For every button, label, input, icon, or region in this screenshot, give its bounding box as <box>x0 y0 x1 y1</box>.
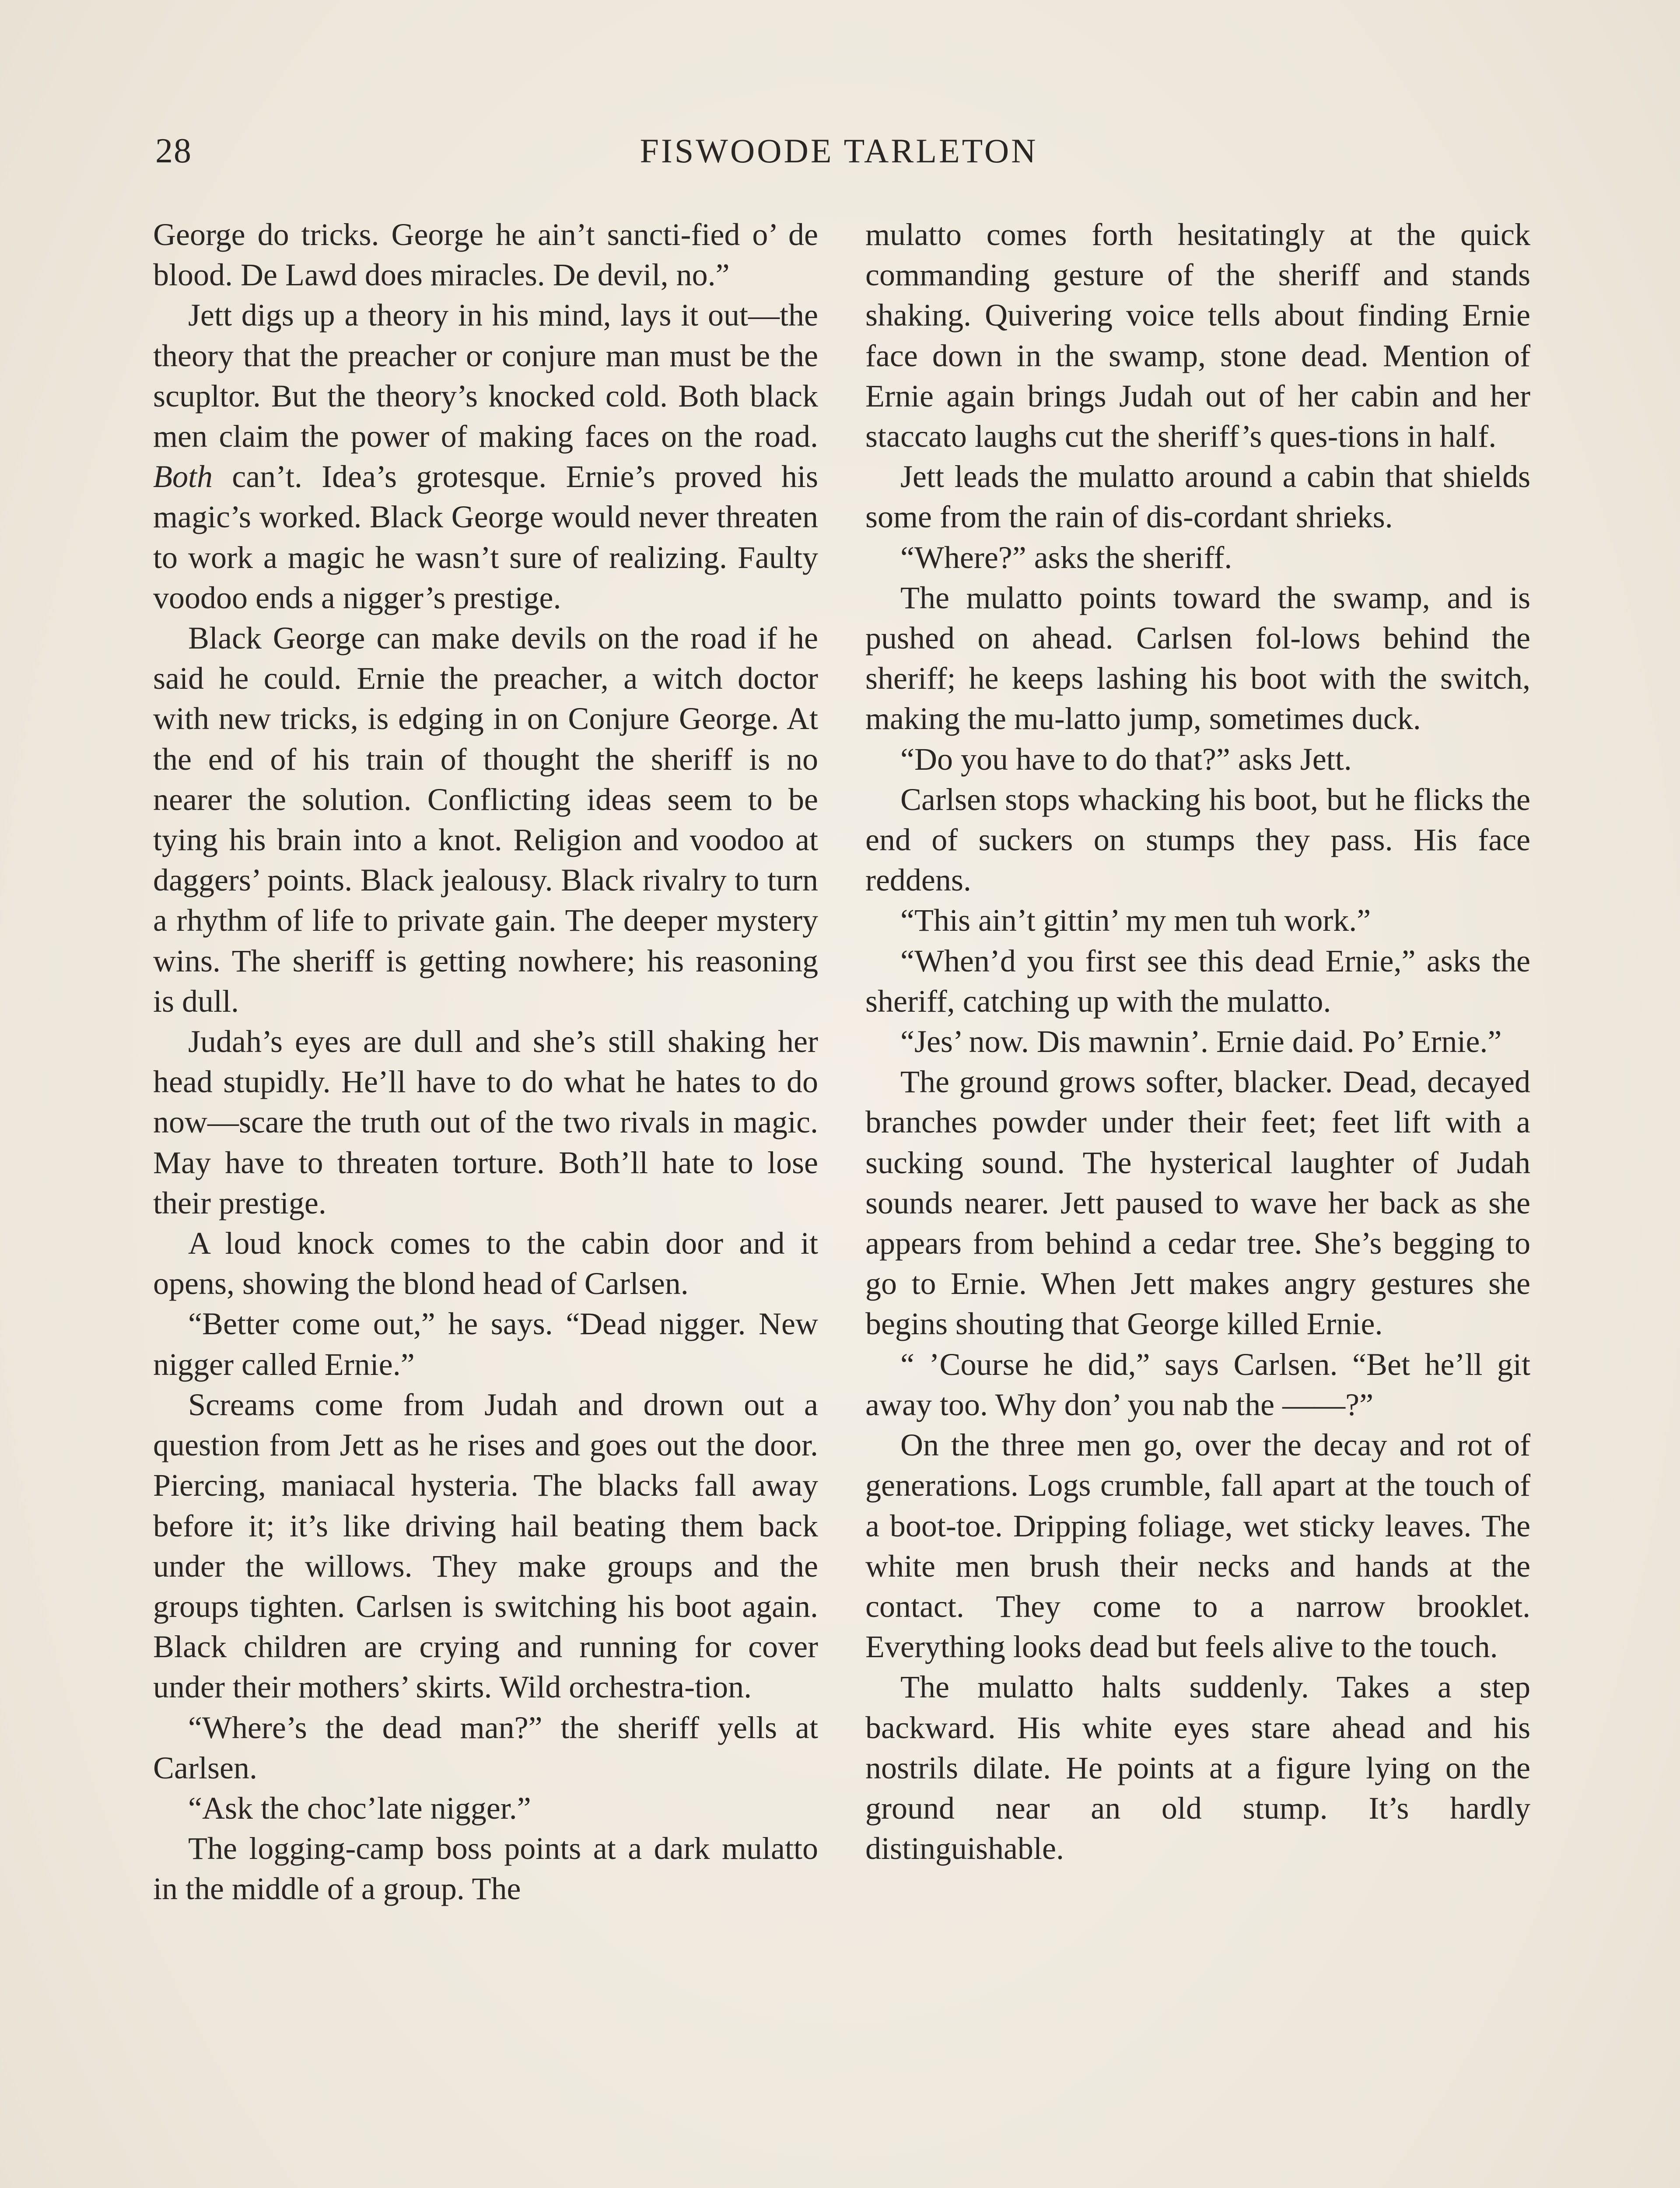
paragraph: “Jes’ now. Dis mawnin’. Ernie daid. Po’ Ernie.” <box>900 1024 1502 1059</box>
running-title: FISWOODE TARLETON <box>640 132 1038 170</box>
paragraph: “Better come out,” he says. “Dead nigger. New nigger called Ernie.” <box>153 1306 818 1382</box>
left-column <box>153 214 818 1909</box>
paragraph: The logging-camp boss points at a dark mulatto in the middle of a group. The <box>153 1831 818 1907</box>
paragraph: George do tricks. George he ain’t sancti-fied o’ de blood. De Lawd does miracles. De devil, no.” <box>153 217 818 293</box>
paragraph: Carlsen stops whacking his boot, but he flicks the end of suckers on stumps they pass. His face reddens. <box>865 782 1530 898</box>
paragraph: The ground grows softer, blacker. Dead, decayed branches powder under their feet; feet lift with a sucking sound. The hysterical laughter of Judah sounds nearer. Jett paused to wave her back as she appears from behind a cedar tree. She’s begging to go to Ernie. When Jett makes angry gestures she begins shouting that George killed Ernie. <box>865 1064 1530 1342</box>
emphasis: Both <box>153 459 213 494</box>
paragraph: “Where?” asks the sheriff. <box>900 540 1232 575</box>
paragraph: “Ask the choc’late nigger.” <box>188 1790 531 1826</box>
paragraph: The mulatto halts suddenly. Takes a step backward. His white eyes stare ahead and his nostrils dilate. He points at a figure lying on the ground near an old stump. It’s hardly distinguishable. <box>865 1669 1530 1866</box>
right-column <box>865 214 1530 1869</box>
paragraph: “This ain’t gittin’ my men tuh work.” <box>900 903 1371 938</box>
paragraph: “Where’s the dead man?” the sheriff yells at Carlsen. <box>153 1710 818 1785</box>
page-number: 28 <box>155 132 192 170</box>
paragraph: Jett digs up a theory in his mind, lays it out—the theory that the preacher or conjure man must be the scupltor. But the theory’s knocked cold. Both black men claim the power of making faces on the road. Both can’t. Idea’s grotesque. Ernie’s proved his magic’s worked. Black George would never threaten to work a magic he wasn’t sure of realizing. Faulty voodoo ends a nigger’s prestige. <box>153 298 818 615</box>
paragraph: “Do you have to do that?” asks Jett. <box>900 741 1352 777</box>
paragraph: “ ’Course he did,” says Carlsen. “Bet he’ll git away too. Why don’ you nab the ——?” <box>865 1346 1530 1422</box>
paragraph: Screams come from Judah and drown out a question from Jett as he rises and goes out the door. Piercing, maniacal hysteria. The blacks fall away before it; it’s like driving hail beating them back under the willows. They make groups and the groups tighten. Carlsen is switching his boot again. Black children are crying and running for cover under their mothers’ skirts. Wild orchestra-tion. <box>153 1387 818 1705</box>
paragraph: Jett leads the mulatto around a cabin that shields some from the rain of dis-cordant shrieks. <box>865 459 1530 535</box>
paragraph: The mulatto points toward the swamp, and is pushed on ahead. Carlsen fol-lows behind the sheriff; he keeps lashing his boot with the switch, making the mu-latto jump, sometimes duck. <box>865 580 1530 736</box>
paragraph: mulatto comes forth hesitatingly at the quick commanding gesture of the sheriff and stands shaking. Quivering voice tells about finding Ernie face down in the swamp, stone dead. Mention of Ernie again brings Judah out of her cabin and her staccato laughs cut the sheriff’s ques-tions in half. <box>865 217 1530 454</box>
paragraph: On the three men go, over the decay and rot of generations. Logs crumble, fall apart at the touch of a boot-toe. Dripping foliage, wet sticky leaves. The white men brush their necks and hands at the contact. They come to a narrow brooklet. Everything looks dead but feels alive to the touch. <box>865 1427 1530 1665</box>
paragraph: Black George can make devils on the road if he said he could. Ernie the preacher, a witch doctor with new tricks, is edging in on Conjure George. At the end of his train of thought the sheriff is no nearer the solution. Conflicting ideas seem to be tying his brain into a knot. Religion and voodoo at daggers’ points. Black jealousy. Black rivalry to turn a rhythm of life to private gain. The deeper mystery wins. The sheriff is getting nowhere; his reasoning is dull. <box>153 621 818 1019</box>
paragraph: Judah’s eyes are dull and she’s still shaking her head stupidly. He’ll have to do what he hates to do now—scare the truth out of the two rivals in magic. May have to threaten torture. Both’ll hate to lose their prestige. <box>153 1024 818 1220</box>
paragraph: “When’d you first see this dead Ernie,” asks the sheriff, catching up with the mulatto. <box>865 943 1530 1019</box>
page-header <box>155 131 1522 179</box>
paragraph: A loud knock comes to the cabin door and it opens, showing the blond head of Carlsen. <box>153 1226 818 1301</box>
